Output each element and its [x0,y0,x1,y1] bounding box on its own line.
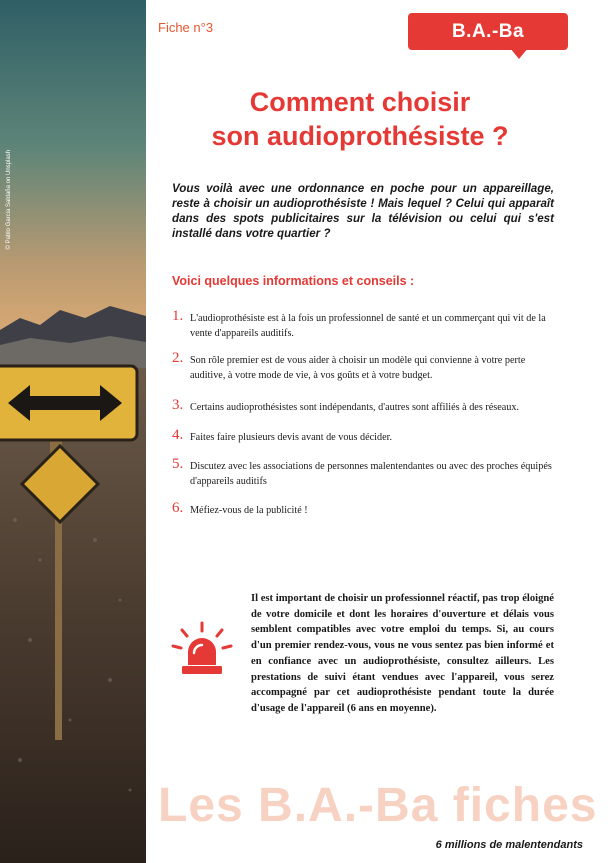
desert-road-sign-illustration [0,0,146,863]
siren-icon [170,620,234,680]
item-number: 4. [172,427,184,443]
item-text: Son rôle premier est de vous aider à choisir un modèle qui convienne à votre perte auditive, à votre mode de vie, à vos goûts et à votre budget. [190,355,526,381]
advice-note: Il est important de choisir un professionnel réactif, pas trop éloigné de votre domicile et dont les horaires d'ouverture et délais vous semblent compatibles avec votre emploi du temps. Si, au cours d'un premier rendez-vous, vous ne vous sentez pas bien informé et en confiance avec un audioprothésiste, consultez ailleurs. Les prestations de suivi étant vendues avec l'appareil, vous serez accompagné par cet audioprothésiste pendant toute la durée d'usage de l'appareil (6 ans en moyenne). [251,593,554,714]
section-subheading: Voici quelques informations et conseils : [172,274,415,288]
baba-badge: B.A.-Ba [408,13,568,50]
list-item [172,427,556,445]
list-item [172,350,556,383]
item-number: 1. [172,308,184,324]
footer-tagline: 6 millions de malentendants [435,839,583,851]
list-item [172,397,556,415]
badge-tail [510,48,528,59]
intro-paragraph: Vous voilà avec une ordonnance en poche pour un appareillage, reste à choisir un audioprothésiste ! Mais lequel ? Celui qui apparaît dans des spots publicitaires sur la télévision ou celui qui s'est installé dans votre quartier ? [172,182,554,240]
item-text: L'audioprothésiste est à la fois un professionnel de santé et un commerçant qui vit de la vente d'appareils auditifs. [190,313,546,339]
list-item [172,456,556,489]
item-number: 2. [172,350,184,366]
list-item [172,500,556,518]
photo-credit: © Pablo Garcia Saldaña on Unsplash [6,150,12,250]
item-text: Discutez avec les associations de personnes malentendantes ou avec des proches équipés d'appareils auditifs [190,461,552,487]
item-text: Certains audioprothésistes sont indépendants, d'autres sont affiliés à des réseaux. [190,402,519,413]
footer-brand: Les B.A.-Ba fiches [158,779,598,832]
item-number: 6. [172,500,184,516]
fiche-number: Fiche n°3 [158,20,214,35]
item-number: 5. [172,456,184,472]
item-text: Méfiez-vous de la publicité ! [190,505,308,516]
list-item [172,308,556,341]
page-title [160,85,560,153]
title-line-1: Comment choisir [249,87,471,117]
alarm-light-icon [170,620,234,680]
item-text: Faites faire plusieurs devis avant de vous décider. [190,432,392,443]
item-number: 3. [172,397,184,413]
road-sign-photo [0,0,146,863]
title-line-2: son audioprothésiste ? [211,121,509,151]
